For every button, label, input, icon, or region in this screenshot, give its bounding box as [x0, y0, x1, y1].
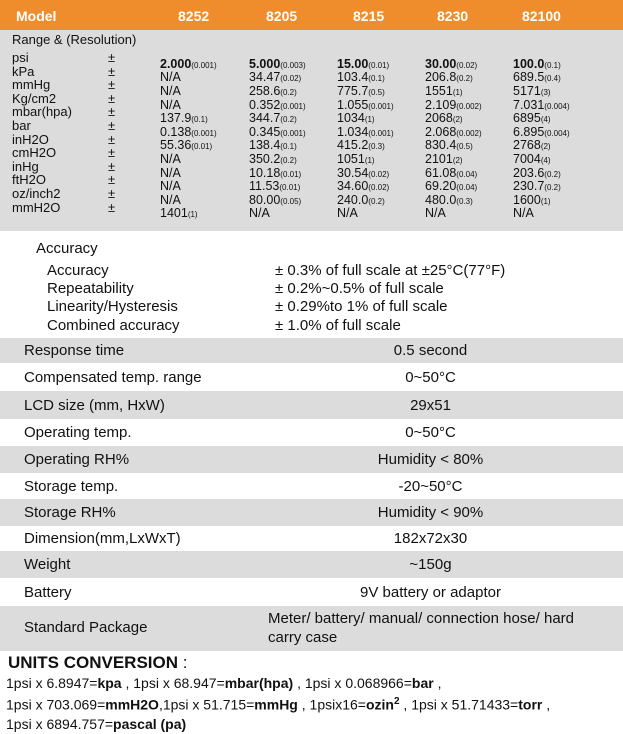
range-value: 480.0	[425, 192, 457, 207]
resolution-value: (0.001)	[368, 101, 394, 111]
range-value: 10.18	[249, 165, 281, 180]
range-cell	[337, 70, 385, 84]
range-cell	[337, 193, 385, 207]
range-value: 1051	[337, 152, 365, 166]
range-value: 2.000	[160, 56, 192, 71]
resolution-value: (0.2)	[544, 169, 561, 179]
conversion-line-1	[6, 675, 441, 691]
resolution-value: (0.5)	[368, 88, 385, 97]
range-value: 6.895	[513, 124, 545, 139]
resolution-value: (0.001)	[368, 128, 394, 138]
range-cell	[249, 138, 297, 152]
conversion-text: ,	[433, 675, 442, 691]
resolution-value: (0.01)	[191, 142, 213, 152]
range-value: N/A	[160, 179, 181, 194]
range-value: 240.0	[337, 192, 369, 207]
spec-row	[0, 606, 623, 651]
range-cell	[337, 57, 389, 71]
range-cell	[337, 166, 389, 180]
conversion-unit: kpa	[97, 675, 122, 691]
resolution-value: (4)	[540, 156, 551, 165]
spec-label: Standard Package	[24, 619, 148, 636]
spec-value: 182x72x30	[393, 530, 468, 547]
spec-value: Meter/ battery/ manual/ connection hose/ hard carry case	[268, 610, 575, 646]
range-cell	[337, 179, 389, 193]
resolution-value: (0.1)	[368, 74, 385, 84]
spec-value: 29x51	[410, 397, 451, 414]
range-value: N/A	[249, 206, 270, 221]
conversion-unit: pascal (pa)	[113, 716, 187, 732]
spec-label: Dimension(mm,LxWxT)	[24, 530, 181, 547]
unit-label: Kg/cm2	[12, 90, 57, 106]
model-8215: 8215	[353, 8, 385, 24]
range-value: 138.4	[249, 138, 281, 153]
range-cell	[513, 193, 551, 207]
spec-value: ~150g	[409, 556, 452, 573]
spec-value: Humidity < 80%	[377, 451, 484, 468]
resolution-value: (0.02)	[368, 183, 390, 193]
spec-value: 0~50°C	[405, 369, 456, 386]
accuracy-item-label: Repeatability	[47, 280, 134, 297]
range-value: 5.000	[249, 56, 281, 71]
range-value: 689.5	[513, 70, 545, 85]
unit-label: kPa	[12, 63, 35, 79]
unit-label: ftH2O	[12, 172, 46, 188]
range-cell	[160, 193, 181, 207]
resolution-value: (0.04)	[456, 183, 478, 193]
range-value: 0.345	[249, 124, 281, 139]
range-cell	[160, 84, 181, 98]
resolution-value: (0.2)	[544, 183, 561, 193]
range-value: 6895	[513, 111, 541, 126]
conversion-line-2	[6, 696, 550, 713]
range-value: N/A	[160, 152, 181, 166]
range-cell	[249, 111, 297, 125]
accuracy-item-label: Accuracy	[47, 262, 109, 279]
range-cell	[425, 152, 463, 166]
resolution-value: (1)	[364, 115, 375, 125]
conversion-unit: mmHg	[254, 696, 298, 713]
accuracy-title: Accuracy	[36, 240, 98, 257]
range-cell	[249, 152, 297, 166]
range-value: 0.138	[160, 124, 192, 139]
resolution-value: (0.003)	[280, 60, 306, 70]
range-cell	[160, 98, 181, 112]
resolution-value: (0.01)	[279, 183, 301, 193]
spec-row	[0, 473, 623, 499]
resolution-value: (0.002)	[456, 101, 482, 111]
range-value: 7.031	[513, 97, 545, 112]
spec-value: 0~50°C	[405, 424, 456, 441]
range-cell	[425, 98, 482, 112]
range-value: N/A	[425, 206, 446, 221]
spec-value: 9V battery or adaptor	[360, 584, 501, 601]
range-cell	[160, 152, 181, 166]
resolution-value: (0.01)	[368, 60, 390, 70]
conversion-unit: mbar(hpa)	[224, 675, 294, 691]
conversion-text: , 1psix16=	[297, 696, 366, 713]
resolution-value: (0.2)	[280, 88, 297, 97]
resolution-value: (1)	[540, 196, 551, 206]
resolution-value: (0.2)	[456, 74, 473, 84]
range-cell	[513, 70, 561, 84]
resolution-value: (2)	[540, 142, 551, 152]
range-value: N/A	[160, 97, 181, 112]
range-value: N/A	[513, 206, 534, 221]
resolution-value: (0.001)	[280, 101, 306, 111]
range-value: 1.034	[337, 124, 369, 139]
range-cell	[249, 125, 306, 139]
range-cell	[425, 70, 473, 84]
unit-label: mbar(hpa)	[12, 104, 72, 120]
spec-label: Operating RH%	[24, 451, 130, 468]
plusminus-sign: ±	[108, 186, 116, 201]
range-cell	[425, 179, 477, 193]
range-value: 2101	[425, 152, 453, 166]
range-value: 11.53	[249, 179, 280, 194]
spec-row	[0, 578, 623, 606]
unit-label: mmHg	[12, 77, 51, 93]
resolution-value: (0.001)	[191, 128, 217, 138]
range-cell	[337, 125, 394, 139]
resolution-value: (0.2)	[280, 156, 297, 165]
resolution-value: (2)	[452, 156, 463, 165]
range-cell	[513, 111, 551, 125]
spec-label: Response time	[24, 342, 125, 359]
spec-label: Compensated temp. range	[24, 369, 202, 386]
range-value: N/A	[160, 84, 181, 98]
plusminus-sign: ±	[108, 145, 116, 161]
range-title: Range & (Resolution)	[12, 32, 137, 47]
range-cell	[160, 166, 181, 180]
resolution-value: (0.004)	[544, 101, 570, 111]
conversion-text: 1psi x 6.8947=	[6, 675, 98, 691]
spec-value: Humidity < 90%	[377, 504, 484, 521]
resolution-value: (0.02)	[368, 169, 390, 179]
range-value: 203.6	[513, 165, 545, 180]
accuracy-item-value: ± 1.0% of full scale	[275, 317, 401, 334]
model-8230: 8230	[437, 8, 469, 24]
plusminus-sign: ±	[108, 77, 116, 93]
range-cell	[513, 125, 570, 139]
range-cell	[425, 57, 477, 71]
conversion-text: 1psi x 6894.757=	[6, 716, 114, 732]
range-value: 34.47	[249, 70, 281, 85]
model-label: Model	[16, 8, 57, 24]
resolution-value: (0.2)	[280, 115, 297, 125]
range-cell	[425, 138, 473, 152]
conversion-text: , 1psi x 68.947=	[121, 675, 225, 691]
unit-label: mmH2O	[12, 199, 61, 215]
conversion-text: , 1psi x 51.71433=	[399, 696, 519, 713]
plusminus-sign: ±	[108, 131, 116, 147]
range-cell	[249, 179, 300, 193]
resolution-value: (0.5)	[456, 142, 473, 152]
spec-label: Storage RH%	[24, 504, 116, 521]
plusminus-sign: ±	[108, 63, 116, 79]
range-cell	[249, 57, 306, 71]
range-cell	[513, 179, 561, 193]
range-value: 1401	[160, 206, 188, 221]
spec-value: 0.5 second	[393, 342, 468, 359]
range-cell	[249, 98, 306, 112]
plusminus-sign: ±	[108, 158, 116, 174]
conversion-line-3	[6, 716, 186, 732]
unit-label: bar	[12, 118, 31, 133]
range-value: 30.00	[425, 56, 457, 71]
range-cell	[425, 193, 473, 207]
accuracy-item-label: Combined accuracy	[47, 317, 180, 334]
range-value: 830.4	[425, 138, 457, 153]
model-8252: 8252	[178, 8, 210, 24]
range-value: 137.9	[160, 111, 192, 126]
range-value: 2068	[425, 111, 453, 126]
accuracy-item-value: ± 0.29%to 1% of full scale	[275, 298, 448, 315]
spec-row	[0, 499, 623, 526]
range-value: N/A	[160, 192, 181, 207]
range-value: 15.00	[337, 56, 369, 71]
resolution-value: (0.02)	[280, 74, 302, 84]
plusminus-sign: ±	[108, 50, 116, 65]
conversion-text: ,1psi x 51.715=	[158, 696, 255, 713]
range-cell	[513, 166, 561, 180]
spec-row	[0, 446, 623, 473]
range-value: 30.54	[337, 165, 369, 180]
resolution-value: (2)	[452, 115, 463, 125]
range-value: N/A	[160, 70, 181, 85]
range-cell	[249, 84, 297, 98]
resolution-value: (0.2)	[368, 196, 385, 206]
resolution-value: (1)	[364, 156, 375, 165]
spec-label: Operating temp.	[24, 424, 132, 441]
range-cell	[513, 138, 551, 152]
range-cell	[249, 166, 301, 180]
range-value: N/A	[160, 165, 181, 180]
unit-label: inHg	[12, 158, 39, 174]
units-conversion-title: UNITS CONVERSION :	[8, 653, 188, 672]
resolution-value: (0.4)	[544, 74, 561, 84]
spec-row	[0, 363, 623, 391]
accuracy-item-value: ± 0.2%~0.5% of full scale	[275, 280, 444, 297]
resolution-value: (1)	[187, 210, 198, 220]
resolution-value: (0.001)	[191, 60, 217, 70]
range-cell	[337, 206, 358, 220]
plusminus-sign: ±	[108, 90, 116, 106]
resolution-value: (0.002)	[456, 128, 482, 138]
spec-row	[0, 391, 623, 419]
range-value: 5171	[513, 84, 541, 98]
range-value: 103.4	[337, 70, 369, 85]
conversion-unit: torr	[518, 696, 543, 713]
range-cell	[337, 152, 375, 166]
range-cell	[337, 98, 394, 112]
resolution-value: (0.3)	[368, 142, 385, 152]
range-value: 2.109	[425, 97, 457, 112]
range-cell	[249, 70, 301, 84]
range-value: 258.6	[249, 84, 281, 98]
plusminus-sign: ±	[108, 199, 116, 215]
conversion-unit: mmH2O	[105, 696, 159, 713]
range-cell	[513, 152, 551, 166]
resolution-value: (0.1)	[280, 142, 297, 152]
range-value: 2.068	[425, 124, 457, 139]
unit-label: oz/inch2	[12, 186, 61, 201]
resolution-value: (0.01)	[280, 169, 302, 179]
range-cell	[425, 206, 446, 220]
spec-row	[0, 338, 623, 363]
range-cell	[513, 206, 534, 220]
resolution-value: (0.1)	[191, 115, 208, 125]
conversion-unit: ozin	[365, 696, 394, 713]
accuracy-section	[0, 231, 623, 338]
model-header-bar	[0, 0, 623, 30]
range-cell	[513, 84, 551, 98]
range-cell	[425, 125, 482, 139]
model-8205: 8205	[266, 8, 298, 24]
conversion-text: ,	[542, 696, 551, 713]
range-value: 1600	[513, 192, 541, 207]
resolution-value: (0.004)	[544, 128, 570, 138]
range-cell	[160, 57, 217, 71]
conversion-text: 1psi x 703.069=	[6, 696, 106, 713]
resolution-value: (0.3)	[456, 196, 473, 206]
unit-label: inH2O	[12, 131, 49, 147]
range-cell	[249, 193, 301, 207]
range-cell	[425, 166, 477, 180]
range-value: 415.2	[337, 138, 369, 153]
range-value: 230.7	[513, 179, 545, 194]
range-value: 100.0	[513, 56, 545, 71]
spec-value: -20~50°C	[398, 478, 463, 495]
resolution-value: (0.05)	[280, 196, 302, 206]
range-value: 80.00	[249, 192, 281, 207]
range-cell	[160, 138, 212, 152]
unit-label: cmH2O	[12, 145, 57, 161]
spec-label: Weight	[24, 556, 71, 573]
superscript: 2	[393, 696, 400, 707]
conversion-unit: bar	[411, 675, 434, 691]
conversion-text: , 1psi x 0.068966=	[293, 675, 412, 691]
range-cell	[160, 125, 217, 139]
resolution-value: (1)	[452, 88, 463, 97]
resolution-value: (3)	[540, 88, 551, 97]
range-resolution-table	[0, 30, 623, 231]
spec-row	[0, 551, 623, 578]
range-cell	[337, 111, 375, 125]
range-value: 344.7	[249, 111, 281, 126]
range-cell	[249, 206, 270, 220]
resolution-value: (4)	[540, 115, 551, 125]
range-value: 1034	[337, 111, 365, 126]
resolution-value: (0.02)	[456, 60, 478, 70]
range-cell	[425, 84, 463, 98]
unit-label: psi	[12, 50, 29, 65]
range-value: 206.8	[425, 70, 457, 85]
resolution-value: (0.001)	[280, 128, 306, 138]
range-value: 1.055	[337, 97, 369, 112]
range-value: 55.36	[160, 138, 192, 153]
spec-label: LCD size (mm, HxW)	[24, 397, 165, 414]
range-value: 2768	[513, 138, 541, 153]
range-cell	[160, 179, 181, 193]
model-82100: 82100	[522, 8, 561, 24]
range-value: 61.08	[425, 165, 457, 180]
spec-row	[0, 419, 623, 446]
range-value: N/A	[337, 206, 358, 221]
range-value: 34.60	[337, 179, 369, 194]
accuracy-item-label: Linearity/Hysteresis	[47, 298, 178, 315]
resolution-value: (0.1)	[544, 60, 561, 70]
range-value: 350.2	[249, 152, 281, 166]
range-value: 775.7	[337, 84, 369, 98]
spec-label: Battery	[24, 584, 72, 601]
range-cell	[425, 111, 463, 125]
plusminus-sign: ±	[108, 118, 116, 133]
plusminus-sign: ±	[108, 104, 116, 120]
range-value: 7004	[513, 152, 541, 166]
plusminus-sign: ±	[108, 172, 116, 188]
resolution-value: (0.04)	[456, 169, 478, 179]
accuracy-item-value: ± 0.3% of full scale at ±25°C(77°F)	[275, 262, 506, 279]
range-value: 0.352	[249, 97, 281, 112]
range-cell	[160, 70, 181, 84]
range-value: 1551	[425, 84, 453, 98]
range-cell	[513, 57, 561, 71]
range-cell	[160, 111, 208, 125]
range-cell	[160, 206, 198, 220]
range-cell	[337, 84, 385, 98]
range-cell	[337, 138, 385, 152]
range-value: 69.20	[425, 179, 457, 194]
spec-label: Storage temp.	[24, 478, 119, 495]
range-cell	[513, 98, 570, 112]
spec-row	[0, 526, 623, 551]
